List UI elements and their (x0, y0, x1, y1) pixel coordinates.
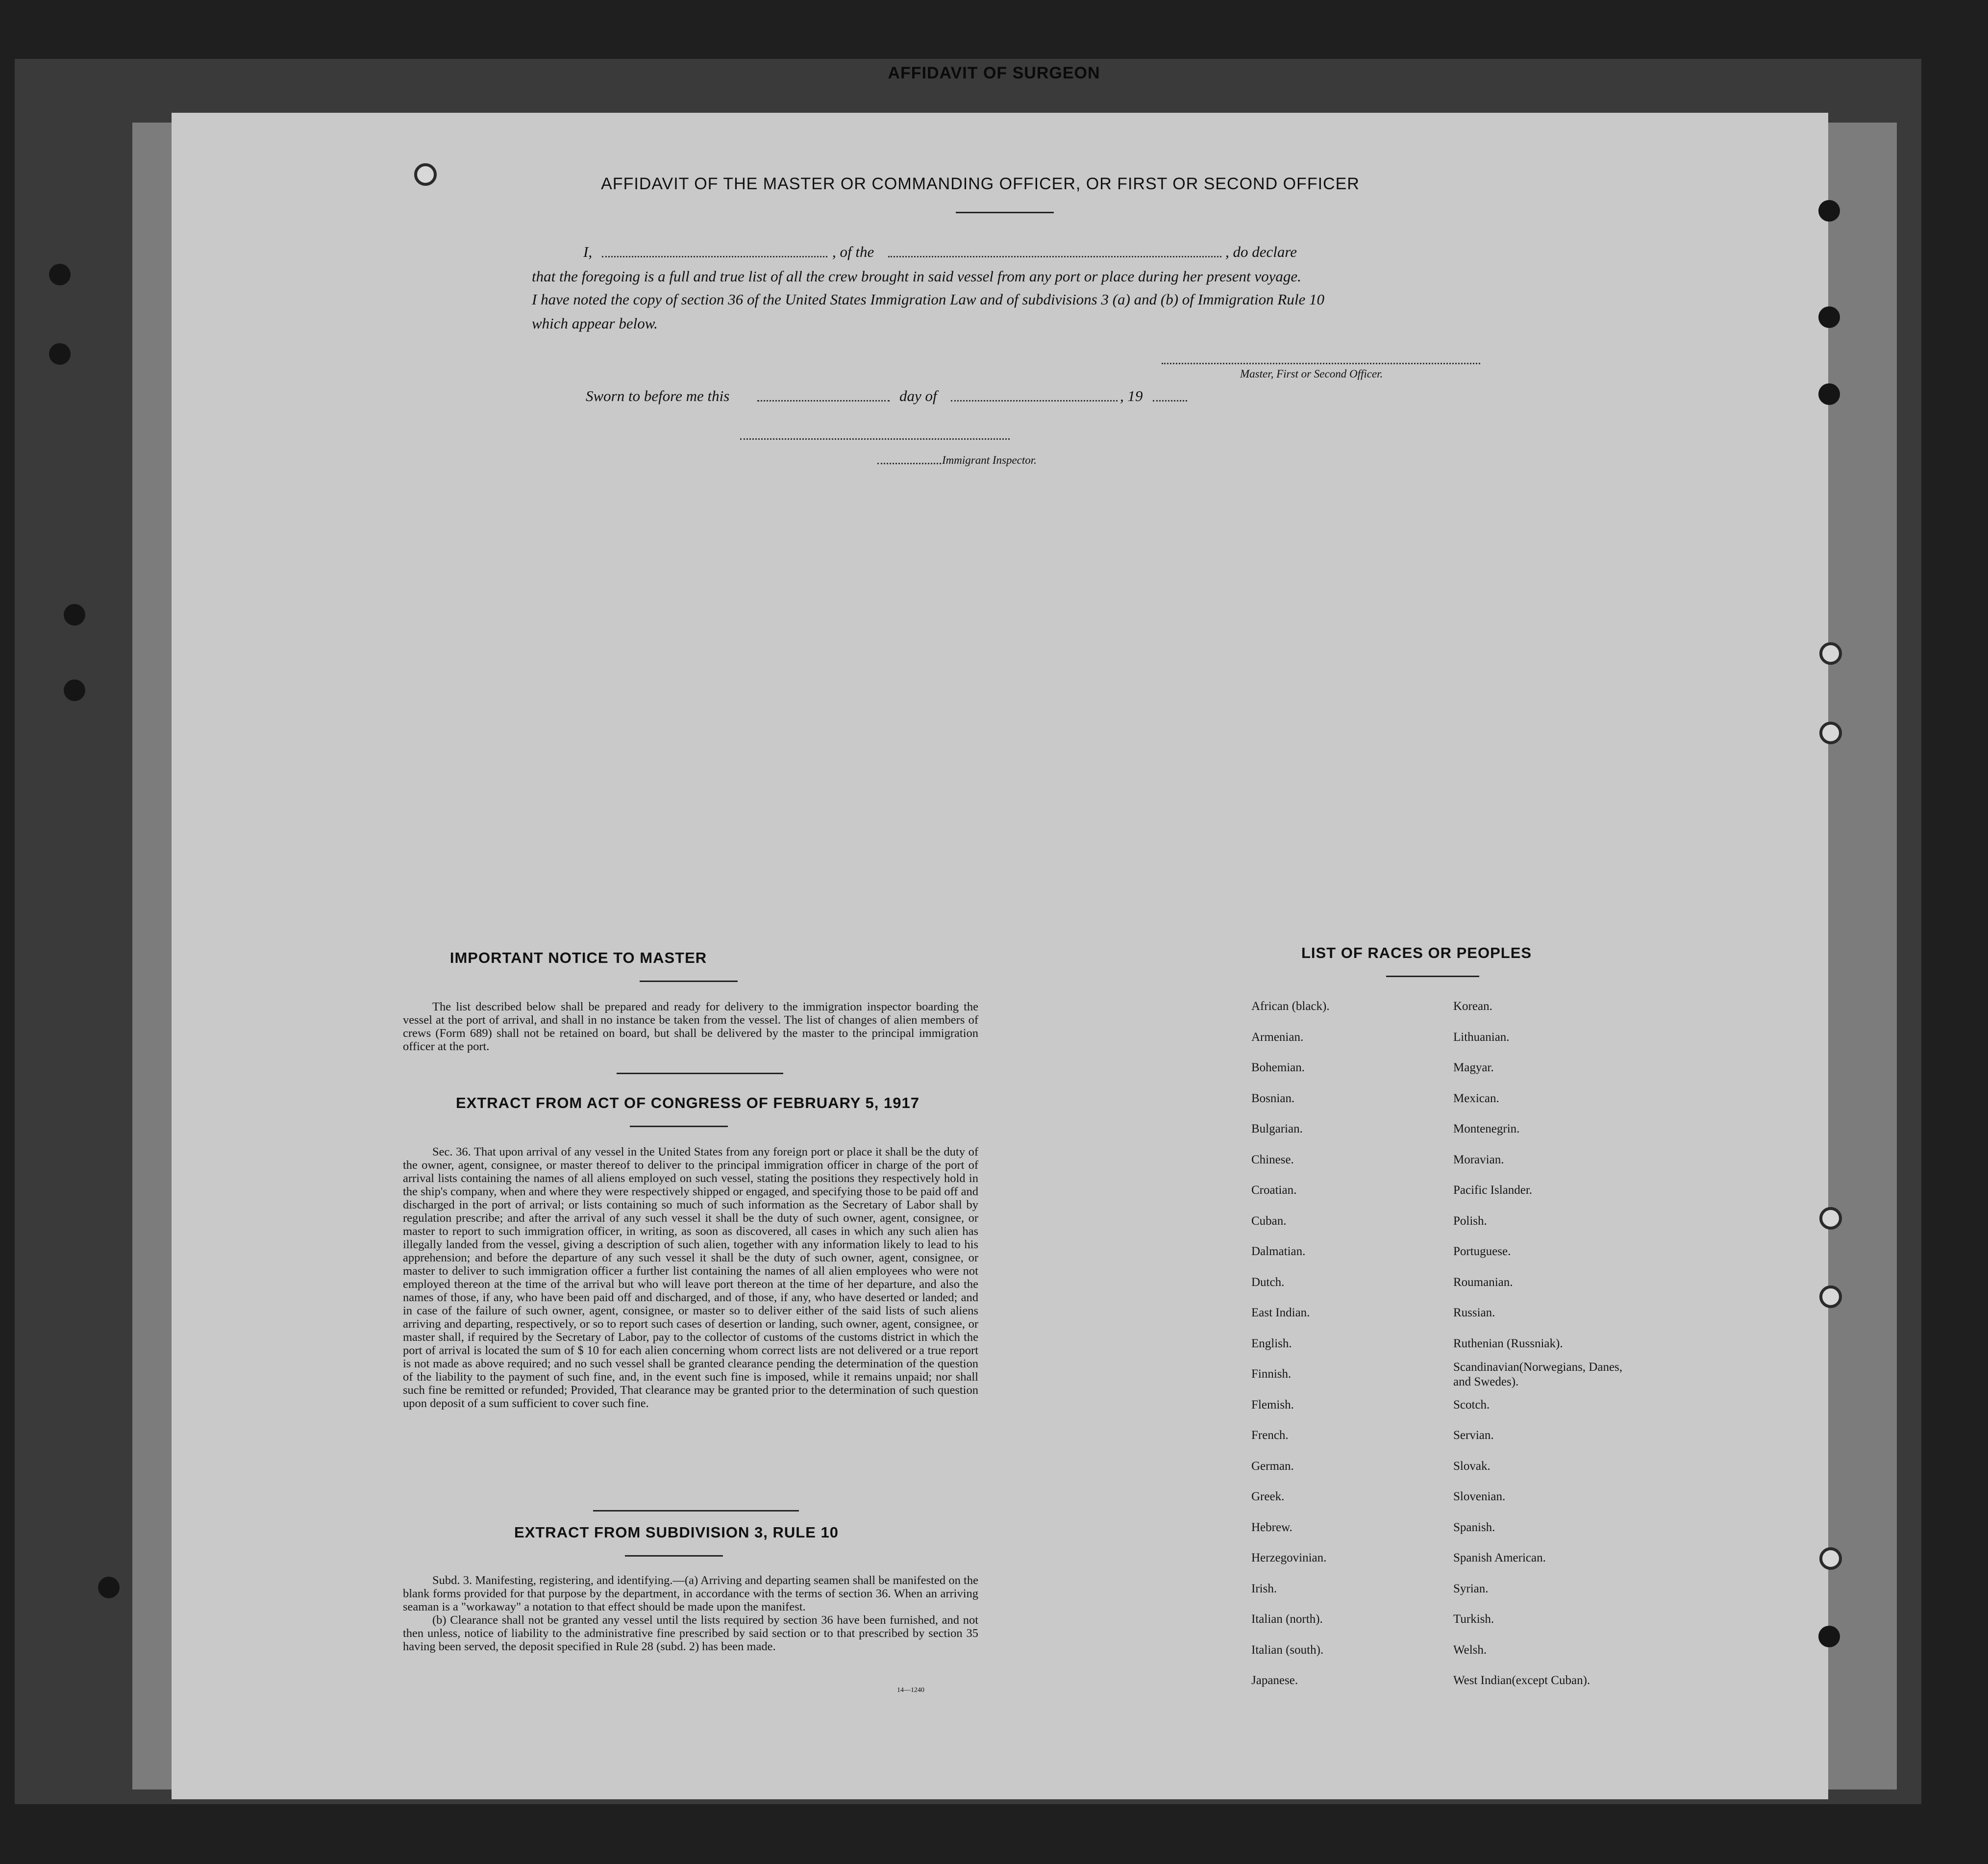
extract-act-underline (630, 1126, 728, 1127)
extract-rule-underline (625, 1555, 723, 1557)
binder-hole-icon (414, 163, 437, 186)
race-item: Bosnian. (1251, 1091, 1295, 1105)
race-item: Slovak. (1453, 1459, 1491, 1473)
binder-hole-icon (1818, 383, 1840, 405)
race-item: Bulgarian. (1251, 1122, 1303, 1135)
officer-signature-caption: Master, First or Second Officer. (1240, 368, 1383, 380)
binder-hole-icon (49, 343, 71, 365)
race-item: Ruthenian (Russniak). (1453, 1336, 1563, 1350)
race-item: Syrian. (1453, 1582, 1489, 1595)
race-item: Italian (north). (1251, 1612, 1323, 1626)
race-item: Russian. (1453, 1306, 1495, 1319)
inspector-signature-field[interactable] (740, 438, 1010, 440)
race-item: Cuban. (1251, 1214, 1287, 1228)
race-item: Moravian. (1453, 1153, 1504, 1166)
binder-hole-icon (64, 604, 85, 626)
race-item: Armenian. (1251, 1030, 1304, 1044)
race-item: Spanish. (1453, 1520, 1495, 1534)
sworn-day-field[interactable] (757, 400, 890, 402)
binder-hole-icon (1818, 306, 1840, 328)
binder-hole-icon (1818, 1626, 1840, 1647)
binder-hole-icon (64, 680, 85, 701)
race-item: African (black). (1251, 1000, 1330, 1013)
binder-hole-icon (1819, 722, 1842, 744)
day-of-label: day of (899, 387, 937, 404)
vessel-name-field[interactable] (888, 256, 1221, 257)
officer-signature-field[interactable] (1162, 363, 1480, 364)
declare-label: , do declare (1225, 243, 1297, 260)
affidavit-of-surgeon-label: AFFIDAVIT OF SURGEON (888, 64, 1100, 82)
extract-act-title: EXTRACT FROM ACT OF CONGRESS OF FEBRUARY 5, 1917 (456, 1094, 919, 1111)
affidavit-statement-line-3: I have noted the copy of section 36 of the United States Immigration Law and of subdivisions 3 (a) and (b) of Immigration Rule 10 (532, 291, 1324, 308)
race-item: Polish. (1453, 1214, 1487, 1228)
race-item: Magyar. (1453, 1061, 1494, 1074)
vessel-label: , of the (832, 243, 874, 260)
race-item: Italian (south). (1251, 1643, 1324, 1657)
race-item: English. (1251, 1336, 1292, 1350)
race-item: Roumanian. (1453, 1275, 1513, 1289)
race-item: Korean. (1453, 1000, 1492, 1013)
binder-hole-icon (1818, 200, 1840, 222)
race-item: Flemish. (1251, 1398, 1294, 1411)
declarant-label: I, (583, 243, 593, 260)
race-item: Herzegovinian. (1251, 1551, 1327, 1564)
race-item: Hebrew. (1251, 1520, 1292, 1534)
race-item: Scandinavian(Norwegians, Danes, and Swedes). (1453, 1360, 1623, 1388)
sworn-year-field[interactable] (1153, 400, 1187, 402)
race-item: Scotch. (1453, 1398, 1490, 1411)
binder-hole-icon (1819, 1285, 1842, 1308)
races-right-column (1453, 991, 1640, 1696)
divider-rule (593, 1510, 799, 1511)
races-left-column (1251, 991, 1330, 1696)
affidavit-statement-line-2: that the foregoing is a full and true list of all the crew brought in said vessel from any port or place during her present voyage. (532, 268, 1301, 285)
year-label: , 19 (1120, 387, 1143, 404)
sworn-month-field[interactable] (951, 400, 1118, 402)
race-item: Chinese. (1251, 1153, 1294, 1166)
race-item: German. (1251, 1459, 1294, 1473)
binder-hole-icon (1819, 1207, 1842, 1230)
race-item: Turkish. (1453, 1612, 1494, 1626)
race-item: Greek. (1251, 1490, 1285, 1503)
binder-hole-icon (49, 264, 71, 285)
title-underline (956, 212, 1054, 213)
inspector-name-prefix (877, 463, 941, 464)
race-item: Finnish. (1251, 1367, 1292, 1381)
race-item: Dutch. (1251, 1275, 1285, 1289)
extract-rule-title: EXTRACT FROM SUBDIVISION 3, RULE 10 (514, 1524, 839, 1541)
race-item: Slovenian. (1453, 1490, 1506, 1503)
races-underline (1386, 976, 1479, 977)
affidavit-page (172, 113, 1828, 1799)
race-item: Montenegrin. (1453, 1122, 1520, 1135)
race-item: Irish. (1251, 1582, 1277, 1595)
divider-rule (617, 1073, 783, 1074)
race-item: Japanese. (1251, 1674, 1298, 1687)
race-item: Mexican. (1453, 1091, 1499, 1105)
section-36-text: Sec. 36. That upon arrival of any vessel in the United States from any foreign port or place it shall be the duty of the owner, agent, consignee, or master thereof to deliver to the principal immigration officer in charge of the port of arrival lists containing the names of all aliens employed on such vessel, stating the positions they respectively hold in the ship's company, when and where they were respectively shipped or engaged, and specifying those to be paid off and discharged in the port of arrival; or lists containing so much of such information as the Secretary of Labor shall by regulation prescribe; and after the arrival of any such vessel it shall be the duty of such owner, agent, consignee, or master to report to such immigration officer, in writing, as soon as discovered, all cases in which any such alien has illegally landed from the vessel, giving a description of such alien, together with any information likely to lead to his apprehension; and before the departure of any such vessel it shall be the duty of such owner, agent, consignee, or master to deliver to such immigration officer a further list containing the names of all alien employees who were not employed thereon at the time of the arrival but who will leave port thereon at the time of her departure, and also the names of those, if any, who have been paid off and discharged, and of those, if any, who have deserted or landed; and in case of the failure of such owner, agent, consignee, or master so to deliver either of the said lists of such aliens arriving and departing, respectively, or so to report such cases of desertion or landing, such owner, agent, consignee, or master shall, if required by the Secretary of Labor, pay to the collector of customs of the customs district in which the port of arrival is located the sum of $ 10 for each alien concerning whom correct lists are not delivered or a true report is not made as above required; and no such vessel shall be granted clearance pending the determination of the question of the liability to the payment of such fine, and, in the event such fine is imposed, while it remains unpaid; nor shall such fine be remitted or refunded; Provided, That clearance may be granted prior to the determination of such question upon deposit of a sum sufficient to cover such fine. (403, 1145, 978, 1410)
race-item: Pacific Islander. (1453, 1184, 1533, 1197)
race-item: Dalmatian. (1251, 1245, 1306, 1258)
race-item: West Indian(except Cuban). (1453, 1674, 1590, 1687)
form-number: 14—1240 (897, 1687, 924, 1694)
rule-10-text: Subd. 3. Manifesting, registering, and identifying.—(a) Arriving and departing seamen shall be manifested on the blank forms provided for that purpose by the department, in accordance with the terms of section 36. When an arriving seaman is a "workaway" a notation to that effect should be made upon the manifest. (b) Clearance shall not be granted any vessel until the lists required by section 36 have been furnished, and not then unless, notice of liability to the administrative fine prescribed by said section or to that prescribed by section 35 having been served, the deposit specified in Rule 28 (subd. 2) has been made. (403, 1574, 978, 1653)
binder-hole-icon (98, 1577, 120, 1598)
affidavit-title: AFFIDAVIT OF THE MASTER OR COMMANDING OFFICER, OR FIRST OR SECOND OFFICER (601, 175, 1360, 193)
declarant-name-field[interactable] (602, 256, 827, 257)
race-item: Servian. (1453, 1429, 1494, 1442)
binder-hole-icon (1819, 1547, 1842, 1570)
races-title: LIST OF RACES OR PEOPLES (1301, 944, 1532, 961)
race-item: Lithuanian. (1453, 1030, 1510, 1044)
race-item: Portuguese. (1453, 1245, 1511, 1258)
binder-hole-icon (1819, 642, 1842, 665)
race-item: Bohemian. (1251, 1061, 1305, 1074)
notice-underline (640, 981, 738, 982)
sworn-label: Sworn to before me this (586, 387, 730, 404)
race-item: Welsh. (1453, 1643, 1487, 1657)
inspector-caption: Immigrant Inspector. (942, 454, 1037, 466)
race-item: French. (1251, 1429, 1289, 1442)
race-item: Spanish American. (1453, 1551, 1546, 1564)
notice-title: IMPORTANT NOTICE TO MASTER (449, 949, 707, 966)
affidavit-statement-line-4: which appear below. (532, 315, 658, 332)
race-item: Croatian. (1251, 1184, 1297, 1197)
race-item: East Indian. (1251, 1306, 1310, 1319)
notice-text: The list described below shall be prepared and ready for delivery to the immigration inspector boarding the vessel at the port of arrival, and shall in no instance be taken from the vessel. The list of changes of alien members of crews (Form 689) shall not be retained on board, but shall be delivered by the master to the principal immigration officer at the port. (403, 1000, 978, 1053)
